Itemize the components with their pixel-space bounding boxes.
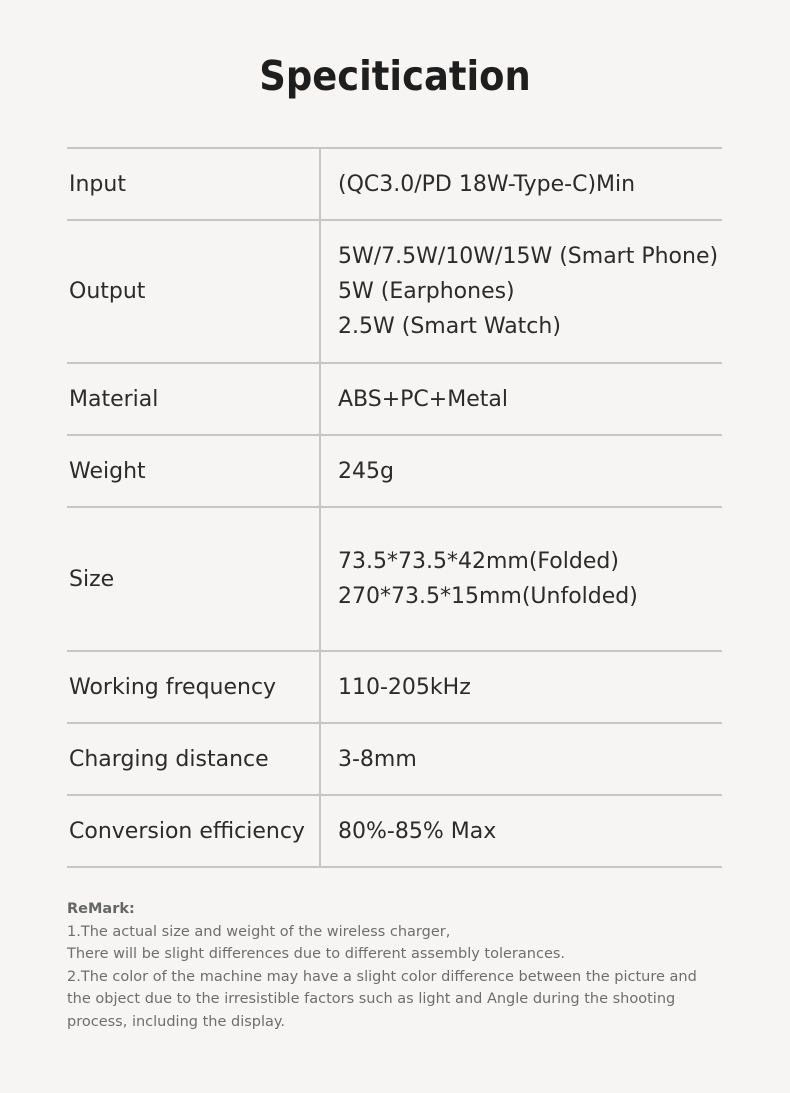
spec-label-conversion-efficiency: Conversion efficiency bbox=[67, 796, 321, 866]
table-row bbox=[67, 149, 722, 221]
spec-label-output: Output bbox=[67, 221, 321, 362]
spec-value-line: 5W/7.5W/10W/15W (Smart Phone) bbox=[338, 244, 719, 269]
remark-line: 2.The color of the machine may have a slight color difference between the picture and bbox=[67, 968, 697, 985]
spec-label-working-frequency: Working frequency bbox=[67, 652, 321, 722]
spec-label-input: Input bbox=[67, 149, 321, 219]
spec-value-working-frequency bbox=[321, 652, 722, 722]
spec-value-line: 270*73.5*15mm(Unfolded) bbox=[338, 584, 638, 609]
table-row bbox=[67, 652, 722, 724]
spec-value-charging-distance bbox=[321, 724, 722, 794]
spec-label-charging-distance: Charging distance bbox=[67, 724, 321, 794]
spec-value-output bbox=[321, 221, 722, 362]
spec-value-line: 2.5W (Smart Watch) bbox=[338, 314, 561, 339]
spec-value-line: 5W (Earphones) bbox=[338, 279, 515, 304]
remark-line: process, including the display. bbox=[67, 1013, 286, 1030]
spec-value-size bbox=[321, 508, 722, 650]
table-row bbox=[67, 364, 722, 436]
spec-value-line: (QC3.0/PD 18W-Type-C)Min bbox=[338, 171, 636, 197]
spec-label-size: Size bbox=[67, 508, 321, 650]
remark-line: the object due to the irresistible factors such as light and Angle during the shooting bbox=[67, 991, 676, 1007]
spec-value-conversion-efficiency bbox=[321, 796, 722, 866]
spec-value-line: 110-205kHz bbox=[338, 674, 471, 700]
remark-line: 1.The actual size and weight of the wireless charger, bbox=[67, 923, 451, 940]
spec-value-line: ABS+PC+Metal bbox=[338, 386, 508, 412]
spec-value-line: 3-8mm bbox=[338, 746, 417, 772]
spec-label-weight: Weight bbox=[67, 436, 321, 506]
table-row bbox=[67, 436, 722, 508]
spec-value-line: 80%-85% Max bbox=[338, 818, 497, 844]
spec-value-material bbox=[321, 364, 722, 434]
spec-table bbox=[67, 147, 722, 868]
spec-value-weight bbox=[321, 436, 722, 506]
table-row bbox=[67, 724, 722, 796]
spec-label-material: Material bbox=[67, 364, 321, 434]
spec-value-input bbox=[321, 149, 722, 219]
remark-section bbox=[67, 898, 747, 1033]
page-title: Specitication bbox=[259, 52, 531, 100]
table-row bbox=[67, 221, 722, 364]
remark-line: There will be slight differences due to different assembly tolerances. bbox=[67, 946, 566, 962]
remark-title: ReMark: bbox=[67, 901, 135, 917]
table-row bbox=[67, 508, 722, 652]
spec-value-line: 245g bbox=[338, 458, 394, 484]
table-row bbox=[67, 796, 722, 868]
spec-value-line: 73.5*73.5*42mm(Folded) bbox=[338, 549, 619, 574]
